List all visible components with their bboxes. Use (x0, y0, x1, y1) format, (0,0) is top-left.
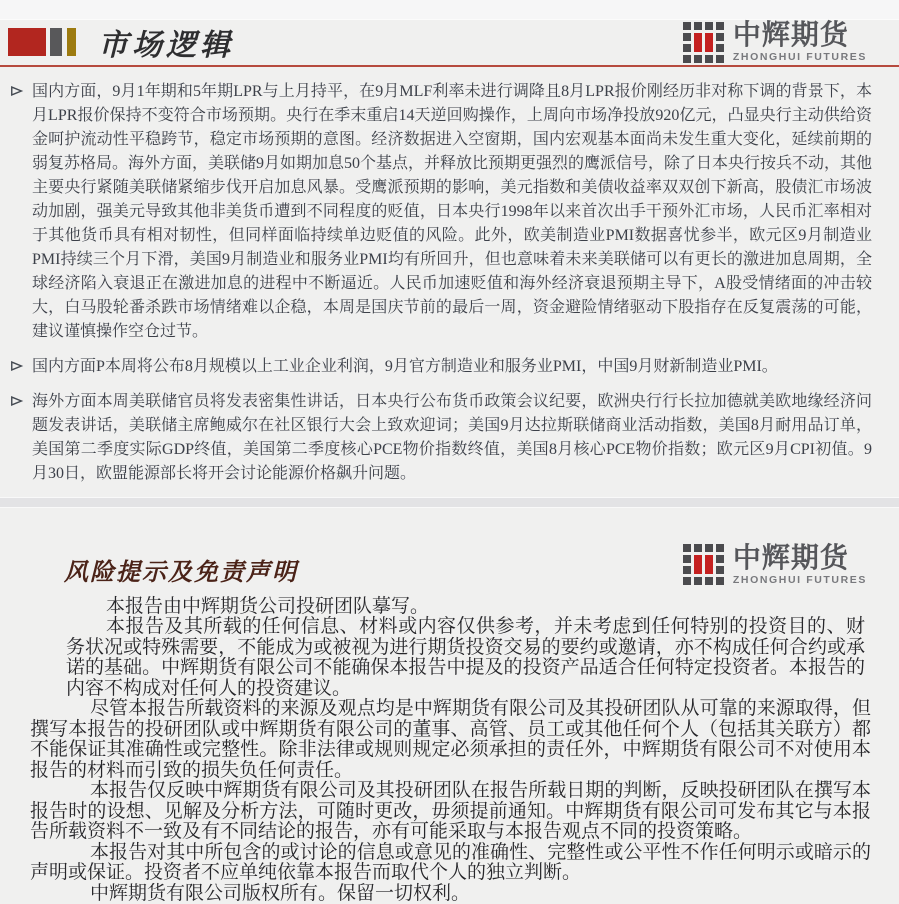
panel-separator (0, 497, 899, 508)
brand-name-en: ZHONGHUI FUTURES (732, 573, 867, 586)
disclaimer-paragraph: 中辉期货有限公司版权所有。保留一切权利。 (90, 882, 471, 904)
arrow-bullet-icon (10, 80, 32, 344)
brand-name-cn: 中辉期货 (732, 541, 849, 573)
zhonghui-logo (683, 21, 867, 63)
disclaimer-paragraph: 尽管本报告所载资料的来源及观点均是中辉期货有限公司及其投研团队从可靠的来源取得，但撰写本报告的投研团队或中辉期货有限公司的董事、高管、员工或其他任何个人（包括其关联方）都不能保证其准确性或完整性。除非法律或规则规定必须承担的责任外，中辉期货有限公司不对使用本报告的材料而引致的损失负任何责任。 (30, 698, 871, 781)
bullet-text: 国内方面，9月1年期和5年期LPR与上月持平，在9月MLF利率未进行调降且8月LPR报价刚经历非对称下调的背景下，本月LPR报价保持不变符合市场预期。央行在季末重启14天逆回购操作，上周向市场净投放920亿元，凸显央行主动供给资金呵护流动性平稳跨节，稳定市场预期的意图。经济数据进入空窗期，国内宏观基本面尚未发生重大变化，延续前期的弱复苏格局。海外方面，美联储9月如期加息50个基点，并释放比预期更强烈的鹰派信号，除了日本央行按兵不动，其他主要央行紧随美联储紧缩步伐开启加息风暴。受鹰派预期的影响，美元指数和美债收益率双双创下新高，股债汇市场波动加剧，强美元导致其他非美货币遭到不同程度的贬值，日本央行1998年以来首次出手干预外汇市场，人民币汇率相对于其他货币具有相对韧性，但同样面临持续单边贬值的风险。此外，欧美制造业PMI数据喜忧参半，欧元区9月制造业PMI持续三个月下滑，美国9月制造业和服务业PMI均有所回升，但也意味着未来美联储可以有更长的激进加息周期，全球经济陷入衰退正在激进加息的进程中不断逼近。人民币加速贬值和海外经济衰退预期主导下，A股受情绪面的冲击较大，白马股轮番杀跌市场情绪难以企稳，本周是国庆节前的最后一周，资金避险情绪驱动下股指存在反复震荡的可能，建议谨慎操作空仓过节。 (32, 82, 873, 340)
bullet-text: 海外方面本周美联储官员将发表密集性讲话，日本央行公布货币政策会议纪要，欧洲央行行长拉加德就美欧地缘经济问题发表讲话，美联储主席鲍威尔在社区银行大会上致欢迎词；美国9月达拉斯联储商业活动指数，美国8月耐用品订单，美国第二季度实际GDP终值，美国第二季度核心PCE物价指数终值，美国8月核心PCE物价指数；欧元区9月CPI初值。9月30日，欧盟能源部长将开会讨论能源价格飙升问题。 (32, 392, 872, 482)
accent-bar-red (8, 28, 46, 56)
market-logic-header (0, 20, 899, 67)
market-logic-list (0, 67, 899, 497)
disclaimer-body (0, 587, 899, 904)
disclaimer-section (0, 508, 899, 904)
accent-bar-gray (50, 28, 62, 56)
brand-name-cn: 中辉期货 (732, 19, 849, 51)
bullet-text: 国内方面P本周将公布8月规模以上工业企业利润，9月官方制造业和服务业PMI，中国9月财新制造业PMI。 (32, 357, 778, 375)
top-margin-strip (0, 0, 899, 20)
list-item (10, 390, 872, 486)
page-title: 市场逻辑 (98, 29, 234, 63)
disclaimer-paragraph: 本报告对其中所包含的或讨论的信息或意见的准确性、完整性或公平性不作任何明示或暗示的声明或保证。投资者不应单纯依靠本报告而取代个人的独立判断。 (30, 841, 871, 883)
disclaimer-paragraph: 本报告仅反映中辉期货有限公司及其投研团队在报告所载日期的判断，反映投研团队在撰写本报告时的设想、见解及分析方法，可随时更改，毋须提前通知。中辉期货有限公司可发布其它与本报告所载资料不一致及有不同结论的报告，亦有可能采取与本报告观点不同的投资策略。 (30, 780, 871, 842)
zhonghui-logo (683, 541, 867, 586)
market-logic-section (0, 20, 899, 497)
zhonghui-grid-icon (683, 544, 724, 585)
disclaimer-paragraph: 本报告由中辉期货公司投研团队摹写。 (106, 595, 430, 617)
disclaimer-paragraph: 本报告及其所载的任何信息、材料或内容仅供参考，并未考虑到任何特别的投资目的、财务状况或特殊需要，不能成为或被视为进行期货投资交易的要约或邀请，亦不构成任何合约或承诺的基础。中辉期货有限公司不能确保本报告中提及的投资产品适合任何特定投资者。本报告的内容不构成对任何人的投资建议。 (66, 616, 865, 699)
arrow-bullet-icon (10, 355, 32, 379)
arrow-bullet-icon (10, 390, 32, 486)
header-accent-bars (8, 28, 76, 56)
brand-name-en: ZHONGHUI FUTURES (732, 51, 867, 64)
disclaimer-title: 风险提示及免责声明 (64, 559, 298, 586)
accent-bar-gold (67, 28, 76, 56)
disclaimer-header (0, 508, 899, 587)
zhonghui-grid-icon (683, 22, 724, 63)
list-item (10, 80, 872, 344)
list-item (10, 355, 872, 379)
